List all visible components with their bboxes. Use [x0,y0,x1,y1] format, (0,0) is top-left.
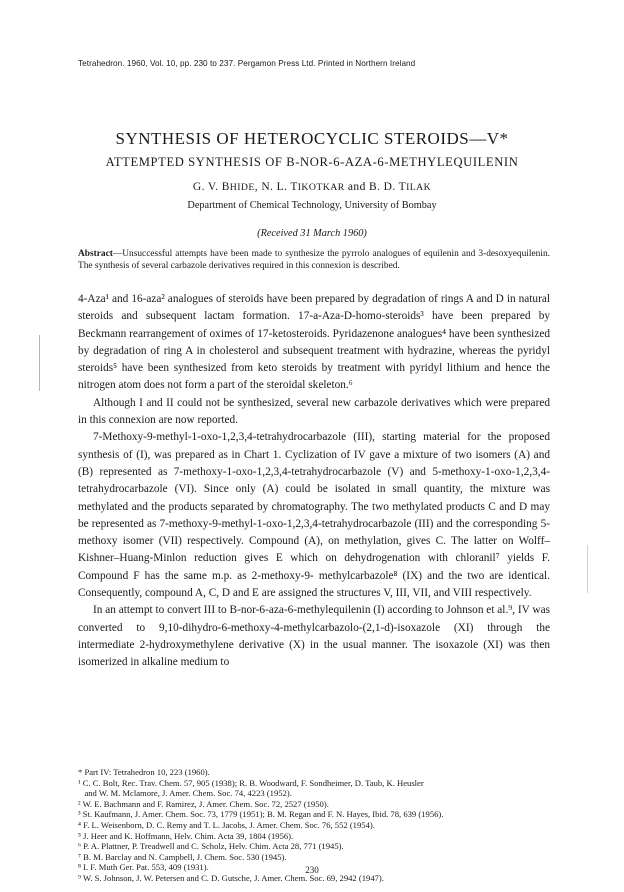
author-3-initials: B. D. T [369,181,407,193]
paragraph-3: 7-Methoxy-9-methyl-1-oxo-1,2,3,4-tetrahydrocarbazole (III), starting material for the proposed synthesis of (I), was prepared as in Chart 1. Cyclization of IV gave a mixture of two isomers (A) and (B) represented as 7-methoxy-1-oxo-1,2,3,4-tetrahydrocarbazole (V) and 5-methoxy-1-oxo-1,2,3,4-tetrahydrocarbazole (VI). Since only (A) could be isolated in small quantity, the mixture was methylated and the products separated by chromatography. The two methylated products C and D may be represented as 7-methoxy-9-methyl-1-oxo-1,2,3,4-tetrahydrocarbazole (III) and the corresponding 5-methoxy isomer (VII) respectively. Compound (A), on methylation, gives C. The latter on Wolff–Kishner–Huang-Minlon reduction gives E which on dehydrogenation with chloranil⁷ yields F. Compound F has the same m.p. as 2-methoxy-9- methylcarbazole⁸ (IX) and the two are identical. Consequently, compound A, C, D and E are assigned the structures V, III, VII, and VIII respectively. [78,431,550,600]
footnote: ⁶ P. A. Plattner, P. Treadwell and C. Scholz, Helv. Chim. Acta 28, 771 (1945). [78,841,344,852]
abstract-label: Abstract [78,249,113,259]
received-date: (Received 31 March 1960) [257,228,367,239]
margin-scan-mark [587,545,588,593]
author-2-surname: IKOTKAR [297,182,345,193]
footnote: ⁴ F. L. Weisenborn, D. C. Remy and T. L. Jacobs, J. Amer. Chem. Soc. 76, 552 (1954). [78,819,375,830]
body-text [78,291,550,672]
article-title: SYNTHESIS OF HETEROCYCLIC STEROIDS—V* [115,129,509,148]
author-2-initials: , N. L. T [254,181,298,193]
paragraph-1: 4-Aza¹ and 16-aza² analogues of steroids have been prepared by degradation of rings A and D in natural steroids and subsequent lactam formation. 17-a-Aza-D-homo-steroids³ have been prepared by Beckmann rearrangement of oximes of 17-ketosteroids. Pyridazenone analogues⁴ have been synthesized by degradation of ring A in cholesterol and subsequent treatment with hydrazine, whereas the pyridyl steroids⁵ have been synthesized from keto steroids by treatment with pyridyl lithium and hence the nitrogen atom does not form a part of the steroidal skeleton.⁶ [78,293,550,392]
abstract [78,248,550,272]
author-1-surname: HIDE [229,182,255,193]
footnote: ⁷ B. M. Barclay and N. Campbell, J. Chem. Soc. 530 (1945). [78,851,287,862]
abstract-text: —Unsuccessful attempts have been made to synthesize the pyrrolo analogues of equilenin and 3-desoxyequilenin. The synthesis of several carbazole derivatives required in this connexion is described. [78,249,550,272]
paragraph-4: In an attempt to convert III to B-nor-6-aza-6-methylequilenin (I) according to Johnson et al.⁹, IV was converted to 9,10-dihydro-6-methoxy-4-methylcarbazolo-(2,1-d)-isoxazole (XI) through the intermediate 2-hydroxymethylene derivative (X) in the usual manner. The isoxazole (XI) was then isomerized in alkaline medium to [78,604,550,669]
page-number: 230 [305,865,319,875]
author-1-initials: G. V. B [192,181,230,193]
footnote: ⁵ J. Heer and K. Hoffmann, Helv. Chim. Acta 39, 1804 (1956). [78,830,294,841]
article-subtitle: ATTEMPTED SYNTHESIS OF B-NOR-6-AZA-6-METHYLEQUILENIN [105,155,519,169]
author-and: and [344,181,370,193]
footnote: ³ St. Kaufmann, J. Amer. Chem. Soc. 73, 1779 (1951); B. M. Regan and F. N. Hayes, Ibid. 78, 639 (1956). [78,809,444,820]
author-3-surname: ILAK [406,182,432,193]
author-line [0,181,624,193]
affiliation: Department of Chemical Technology, University of Bombay [187,200,437,211]
footnote: ⁹ W. S. Johnson, J. W. Petersen and C. D. Gutsche, J. Amer. Chem. Soc. 69, 2942 (1947). [78,872,384,883]
footnote: ² W. E. Bachmann and F. Ramirez, J. Amer. Chem. Soc. 72, 2527 (1950). [78,798,329,809]
journal-citation-line: Tetrahedron. 1960, Vol. 10, pp. 230 to 237. Pergamon Press Ltd. Printed in Northern Ireland [78,59,416,68]
footnote: and W. M. Mclamore, J. Amer. Chem. Soc. 74, 4223 (1952). [78,788,292,799]
footnote: ⁸ I. F. Muth Ger. Pat. 553, 409 (1931). [78,862,209,873]
footnote: ¹ C. C. Bolt, Rec. Trav. Chem. 57, 905 (1938); R. B. Woodward, F. Sondheimer, D. Taub, K. Heusler [78,777,424,788]
margin-scan-mark [39,335,40,391]
footnote: * Part IV: Tetrahedron 10, 223 (1960). [78,767,210,777]
paragraph-2: Although I and II could not be synthesized, several new carbazole derivatives which were prepared in this connexion are now reported. [78,396,550,427]
